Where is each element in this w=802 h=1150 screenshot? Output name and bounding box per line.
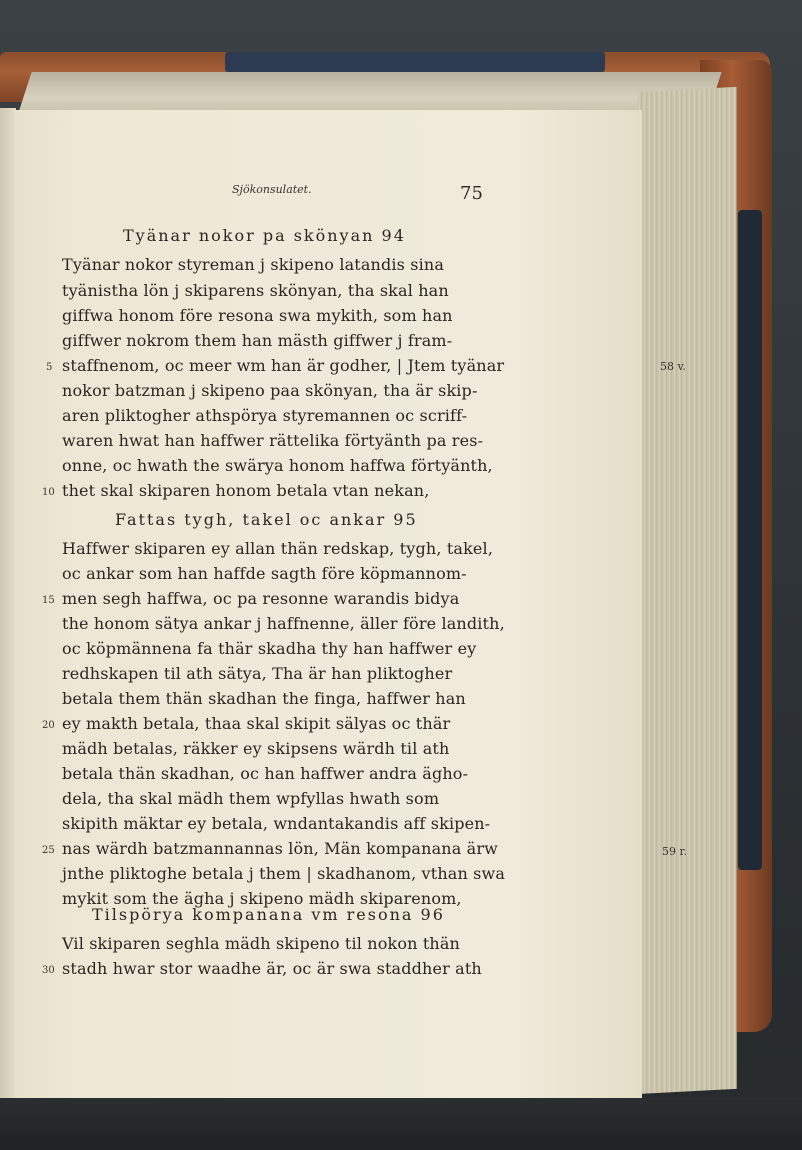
line-number: 25 bbox=[42, 845, 55, 856]
line-number: 5 bbox=[46, 362, 53, 373]
book-spine bbox=[738, 210, 762, 870]
text-line: giffwer nokrom them han mästh giffwer j fram- bbox=[62, 331, 453, 350]
page-number: 75 bbox=[460, 183, 483, 204]
text-line: thet skal skiparen honom betala vtan nekan, bbox=[62, 481, 430, 500]
text-line: skipith mäktar ey betala, wndantakandis aff skipen- bbox=[62, 814, 491, 833]
line-number: 10 bbox=[42, 487, 55, 498]
text-line: men segh haffwa, oc pa resonne warandis bidya bbox=[62, 589, 460, 608]
section-heading: Tyänar nokor pa skönyan 94 bbox=[123, 226, 406, 245]
text-line: mykit som the ägha j skipeno mädh skiparenom, bbox=[62, 889, 462, 908]
book-spine-band bbox=[225, 52, 605, 72]
line-number: 30 bbox=[42, 965, 55, 976]
text-line: dela, tha skal mädh them wpfyllas hwath som bbox=[62, 789, 440, 808]
background-shadow bbox=[0, 1098, 802, 1150]
text-line: Haffwer skiparen ey allan thän redskap, tygh, takel, bbox=[62, 539, 494, 558]
text-line: nokor batzman j skipeno paa skönyan, tha är skip- bbox=[62, 381, 478, 400]
text-line: betala thän skadhan, oc han haffwer andra ägho- bbox=[62, 764, 469, 783]
text-line: aren pliktogher athspörya styremannen oc scriff- bbox=[62, 406, 468, 425]
running-head: Sjökonsulatet. bbox=[232, 183, 312, 196]
text-line: the honom sätya ankar j haffnenne, äller före landith, bbox=[62, 614, 505, 633]
text-line: Vil skiparen seghla mädh skipeno til nokon thän bbox=[62, 934, 461, 953]
text-line: betala them thän skadhan the finga, haffwer han bbox=[62, 689, 466, 708]
text-line: oc köpmännena fa thär skadha thy han haffwer ey bbox=[62, 639, 477, 658]
text-line: redhskapen til ath sätya, Tha är han pliktogher bbox=[62, 664, 453, 683]
text-line: oc ankar som han haffde sagth före köpmannom- bbox=[62, 564, 467, 583]
text-line: staffnenom, oc meer wm han är godher, | Jtem tyänar bbox=[62, 356, 505, 375]
text-line: onne, oc hwath the swärya honom haffwa förtyänth, bbox=[62, 456, 493, 475]
text-line: giffwa honom före resona swa mykith, som han bbox=[62, 306, 453, 325]
page-stack-edge bbox=[638, 87, 737, 1094]
text-line: tyänistha lön j skiparens skönyan, tha skal han bbox=[62, 281, 449, 300]
text-line: waren hwat han haffwer rättelika förtyänth pa res- bbox=[62, 431, 484, 450]
text-line: Tyänar nokor styreman j skipeno latandis sina bbox=[62, 255, 445, 274]
page-top-edge bbox=[18, 72, 722, 114]
line-number: 20 bbox=[42, 720, 55, 731]
text-line: nas wärdh batzmannannas lön, Män kompanana ärw bbox=[62, 839, 498, 858]
line-number: 15 bbox=[42, 595, 55, 606]
text-line: jnthe pliktoghe betala j them | skadhanom, vthan swa bbox=[62, 864, 506, 883]
section-heading: Tilspörya kompanana vm resona 96 bbox=[92, 905, 445, 924]
section-heading: Fattas tygh, takel oc ankar 95 bbox=[115, 510, 418, 529]
margin-folio-note: 58 v. bbox=[660, 360, 686, 373]
text-line: stadh hwar stor waadhe är, oc är swa staddher ath bbox=[62, 959, 482, 978]
margin-folio-note: 59 r. bbox=[662, 845, 688, 858]
text-line: mädh betalas, räkker ey skipsens wärdh til ath bbox=[62, 739, 450, 758]
text-line: ey makth betala, thaa skal skipit sälyas oc thär bbox=[62, 714, 451, 733]
